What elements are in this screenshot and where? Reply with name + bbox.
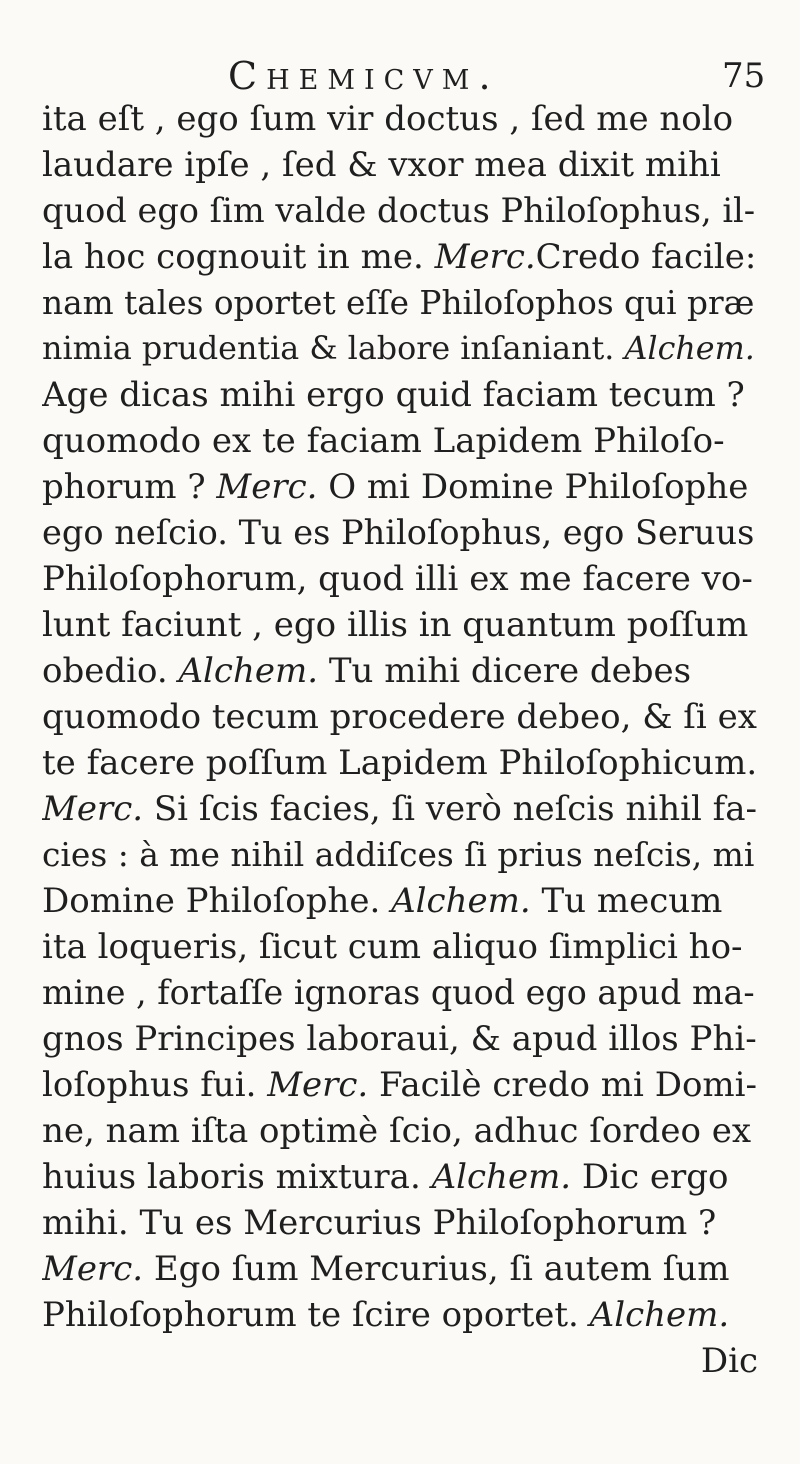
body-text <box>42 96 762 1384</box>
text-line: ego neſcio. Tu es Philoſophus, ego Seruus <box>42 513 755 552</box>
text-line: Domine Philoſophe. Alchem. Tu mecum <box>42 881 723 921</box>
text-line: mihi. Tu es Mercurius Philoſophorum ? <box>42 1203 717 1243</box>
text-line: Philoſophorum te ſcire oportet. Alchem. <box>42 1295 730 1335</box>
speaker-label: Merc. <box>42 789 144 829</box>
speaker-label: Alchem. <box>589 1295 730 1335</box>
speaker-label: Alchem. <box>178 651 319 691</box>
text-line: gnos Principes laboraui, & apud illos Phi- <box>42 1019 757 1059</box>
speaker-label: Merc. <box>434 237 536 277</box>
text-line: quod ego ſim valde doctus Philoſophus, il- <box>42 191 756 230</box>
text-line: lunt faciunt , ego illis in quantum poſſum <box>42 605 749 645</box>
text-line: obedio. Alchem. Tu mihi dicere debes <box>42 651 692 691</box>
text-line: nimia prudentia & labore inſaniant. Alchem. <box>42 331 755 367</box>
text-line: te facere poſſum Lapidem Philoſophicum. <box>42 743 758 783</box>
text-line: mine , fortaſſe ignoras quod ego apud ma- <box>42 973 755 1012</box>
text-line: la hoc cognouit in me. Merc.Credo facile: <box>42 237 757 277</box>
text-line: Merc. Si ſcis facies, ſi verò neſcis nihil fa- <box>42 789 758 829</box>
catchword: Dic <box>700 1341 758 1381</box>
text-line: Age dicas mihi ergo quid faciam tecum ? <box>42 375 745 415</box>
text-line: ita loqueris, ſicut cum aliquo ſimplici ho- <box>42 927 743 967</box>
text-line: Merc. Ego ſum Mercurius, ſi autem ſum <box>42 1249 730 1289</box>
text-line: loſophus fui. Merc. Facilè credo mi Domi- <box>42 1065 758 1105</box>
text-line: nam tales oportet eſſe Philoſophos qui præ <box>42 284 755 322</box>
page-number: 75 <box>722 56 766 96</box>
running-head <box>0 52 800 100</box>
speaker-label: Alchem. <box>431 1157 572 1197</box>
text-line: phorum ? Merc. O mi Domine Philoſophe <box>42 467 749 507</box>
text-line: laudare ipſe , ſed & vxor mea dixit mihi <box>42 145 721 185</box>
running-title: Chemicvm. <box>228 54 500 98</box>
text-line: ne, nam iſta optimè ſcio, adhuc ſordeo ex <box>42 1111 752 1151</box>
speaker-label: Alchem. <box>391 881 531 921</box>
speaker-label: Alchem. <box>624 331 755 367</box>
speaker-label: Merc. <box>42 1249 144 1289</box>
text-line: ita eſt , ego ſum vir doctus , ſed me nolo <box>42 99 734 139</box>
speaker-label: Merc. <box>216 467 318 507</box>
speaker-label: Merc. <box>267 1065 369 1105</box>
text-line: Philoſophorum, quod illi ex me facere vo- <box>42 559 753 599</box>
text-line: cies : à me nihil addiſces ſi prius neſcis, mi <box>42 835 755 874</box>
text-line: quomodo tecum procedere debeo, & ſi ex <box>42 697 757 737</box>
text-line: huius laboris mixtura. Alchem. Dic ergo <box>42 1157 729 1197</box>
text-line: quomodo ex te faciam Lapidem Philoſo- <box>42 421 725 461</box>
